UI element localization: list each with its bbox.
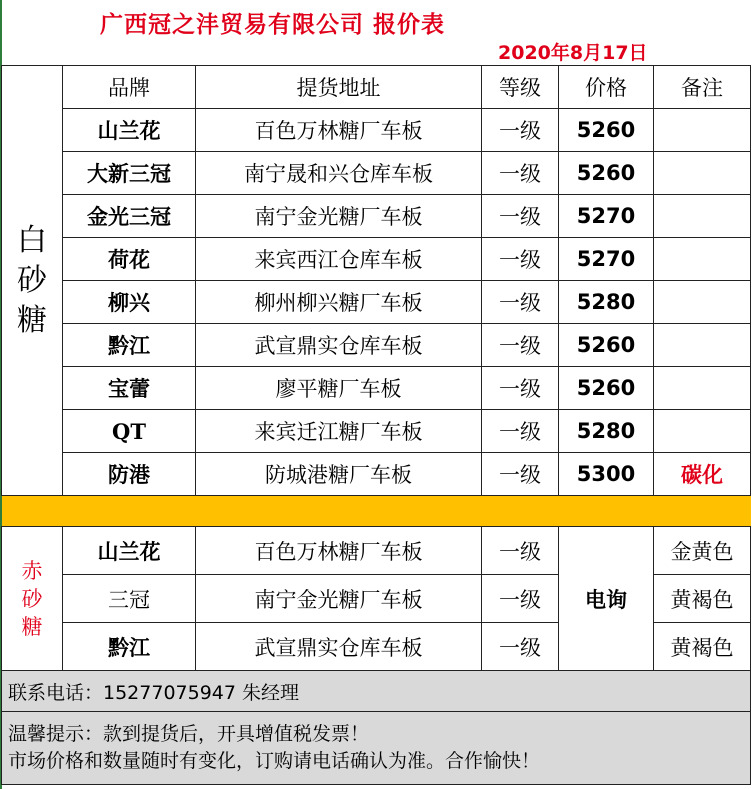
grade-cell: 一级 [482, 109, 559, 152]
price-cell: 5270 [559, 238, 654, 281]
brand-cell: 金光三冠 [63, 195, 196, 238]
address-cell: 南宁金光糖厂车板 [196, 575, 482, 623]
table-row [2, 281, 751, 324]
price-cell: 5260 [559, 367, 654, 410]
table-row [2, 453, 751, 496]
price-cell: 5280 [559, 281, 654, 324]
grade-cell: 一级 [482, 324, 559, 367]
table-row [2, 238, 751, 281]
red-sugar-category-cell [2, 527, 63, 671]
note-cell [654, 367, 751, 410]
price-cell: 5260 [559, 152, 654, 195]
grade-cell: 一级 [482, 195, 559, 238]
table-row [2, 195, 751, 238]
column-header-address: 提货地址 [196, 66, 482, 109]
quote-date: 2020年8月17日 [498, 42, 648, 64]
note-cell [654, 281, 751, 324]
price-cell: 5280 [559, 410, 654, 453]
brand-cell: 黔江 [63, 324, 196, 367]
grade-cell: 一级 [482, 152, 559, 195]
note-cell [654, 324, 751, 367]
tips-row [2, 712, 751, 785]
address-cell: 百色万林糖厂车板 [196, 527, 482, 575]
note-cell: 碳化 [654, 453, 751, 496]
white-sugar-char-3: 糖 [17, 302, 47, 338]
table-header-row [2, 66, 751, 109]
address-cell: 柳州柳兴糖厂车板 [196, 281, 482, 324]
table-row [2, 527, 751, 575]
brand-cell: 黔江 [63, 623, 196, 671]
contact-row [2, 671, 751, 712]
note-cell [654, 109, 751, 152]
note-cell [654, 410, 751, 453]
grade-cell: 一级 [482, 410, 559, 453]
address-cell: 武宣鼎实仓库车板 [196, 324, 482, 367]
address-cell: 百色万林糖厂车板 [196, 109, 482, 152]
address-cell: 来宾西江仓库车板 [196, 238, 482, 281]
note-cell: 黄褐色 [654, 623, 751, 671]
brand-cell: 柳兴 [63, 281, 196, 324]
table-row [2, 324, 751, 367]
grade-cell: 一级 [482, 238, 559, 281]
column-header-brand: 品牌 [63, 66, 196, 109]
contact-info: 联系电话：15277075947 朱经理 [2, 671, 751, 712]
price-table [1, 65, 751, 785]
separator-bar [2, 496, 751, 527]
page-title: 广西冠之沣贸易有限公司 报价表 [100, 11, 446, 38]
tips-cell [2, 712, 751, 785]
white-sugar-char-1: 白 [17, 222, 47, 258]
address-cell: 南宁金光糖厂车板 [196, 195, 482, 238]
address-cell: 防城港糖厂车板 [196, 453, 482, 496]
brand-cell: 防港 [63, 453, 196, 496]
address-cell: 南宁晟和兴仓库车板 [196, 152, 482, 195]
red-sugar-char-1: 赤 [21, 558, 43, 583]
brand-cell: 山兰花 [63, 109, 196, 152]
brand-cell: 宝蕾 [63, 367, 196, 410]
white-sugar-char-2: 砂 [17, 262, 47, 298]
grade-cell: 一级 [482, 527, 559, 575]
table-row [2, 367, 751, 410]
tip-line-2: 市场价格和数量随时有变化，订购请电话确认为准。合作愉快！ [8, 750, 541, 772]
price-cell: 5260 [559, 324, 654, 367]
table-row [2, 109, 751, 152]
address-cell: 武宣鼎实仓库车板 [196, 623, 482, 671]
price-inquiry-cell: 电询 [559, 527, 654, 671]
brand-cell: 三冠 [63, 575, 196, 623]
note-cell [654, 152, 751, 195]
grade-cell: 一级 [482, 367, 559, 410]
brand-cell: QT [63, 410, 196, 453]
white-sugar-category-cell [2, 66, 63, 496]
column-header-price: 价格 [559, 66, 654, 109]
address-cell: 来宾迁江糖厂车板 [196, 410, 482, 453]
table-row [2, 152, 751, 195]
red-sugar-char-2: 砂 [21, 586, 43, 611]
red-sugar-char-3: 糖 [21, 614, 43, 639]
note-cell [654, 238, 751, 281]
table-row [2, 410, 751, 453]
column-header-grade: 等级 [482, 66, 559, 109]
brand-cell: 荷花 [63, 238, 196, 281]
address-cell: 廖平糖厂车板 [196, 367, 482, 410]
grade-cell: 一级 [482, 281, 559, 324]
price-cell: 5260 [559, 109, 654, 152]
grade-cell: 一级 [482, 453, 559, 496]
note-cell: 金黄色 [654, 527, 751, 575]
price-cell: 5270 [559, 195, 654, 238]
note-cell: 黄褐色 [654, 575, 751, 623]
column-header-note: 备注 [654, 66, 751, 109]
brand-cell: 大新三冠 [63, 152, 196, 195]
note-cell [654, 195, 751, 238]
price-cell: 5300 [559, 453, 654, 496]
tip-line-1: 温馨提示：款到提货后，开具增值税发票！ [8, 723, 370, 745]
section-separator [2, 496, 751, 527]
grade-cell: 一级 [482, 575, 559, 623]
grade-cell: 一级 [482, 623, 559, 671]
brand-cell: 山兰花 [63, 527, 196, 575]
